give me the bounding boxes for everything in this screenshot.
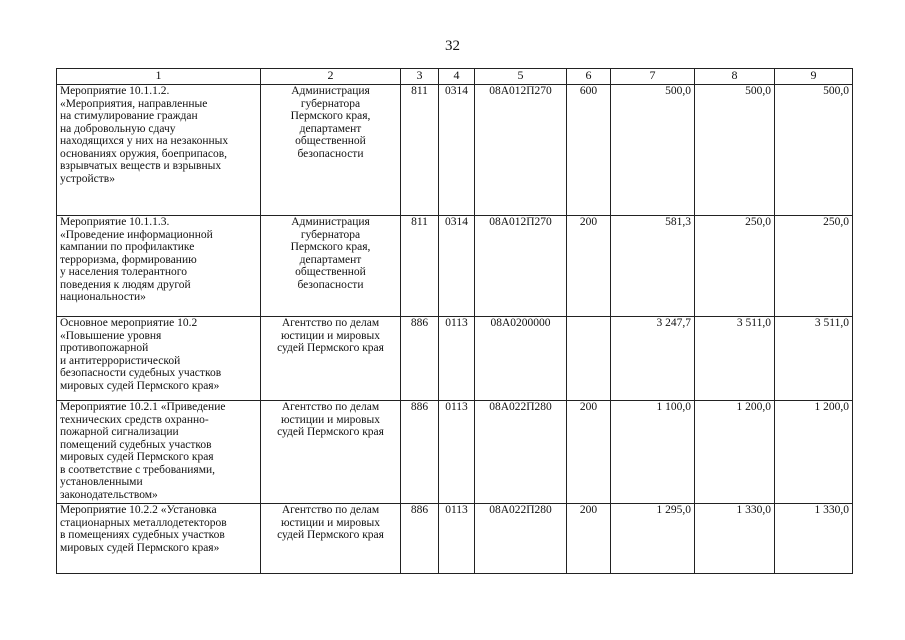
table-row: [57, 504, 853, 574]
executor-cell: Агентство по делам юстиции и мировых судей Пермского края: [261, 504, 401, 574]
code-cell: 0314: [439, 216, 475, 317]
table-row: [57, 216, 853, 317]
amount-cell: 3 247,7: [611, 317, 695, 401]
amount-cell: 500,0: [695, 85, 775, 216]
amount-cell: 250,0: [695, 216, 775, 317]
code-cell: 08А022П280: [475, 401, 567, 504]
amount-cell: 250,0: [775, 216, 853, 317]
code-cell: 886: [401, 401, 439, 504]
code-cell: 08А0200000: [475, 317, 567, 401]
executor-cell: Агентство по делам юстиции и мировых судей Пермского края: [261, 401, 401, 504]
column-header: 4: [439, 69, 475, 85]
code-cell: 811: [401, 216, 439, 317]
budget-table: [56, 68, 853, 574]
column-header: 3: [401, 69, 439, 85]
code-cell: 0113: [439, 504, 475, 574]
code-cell: 0314: [439, 85, 475, 216]
table-row: [57, 85, 853, 216]
code-cell: [567, 317, 611, 401]
table-row: [57, 317, 853, 401]
amount-cell: 1 330,0: [695, 504, 775, 574]
amount-cell: 3 511,0: [775, 317, 853, 401]
column-header: 5: [475, 69, 567, 85]
amount-cell: 1 200,0: [775, 401, 853, 504]
code-cell: 200: [567, 216, 611, 317]
code-cell: 08А022П280: [475, 504, 567, 574]
code-cell: 08А012П270: [475, 85, 567, 216]
amount-cell: 1 100,0: [611, 401, 695, 504]
table-row: [57, 401, 853, 504]
activity-name-cell: Мероприятие 10.2.1 «Приведение технических средств охранно- пожарной сигнализации помещений судебных участков мировых судей Пермского края в соответствие с требованиями, установленными законодательством»: [57, 401, 261, 504]
amount-cell: 581,3: [611, 216, 695, 317]
page-number: 32: [445, 38, 460, 54]
code-cell: 886: [401, 504, 439, 574]
activity-name-cell: Мероприятие 10.2.2 «Установка стационарных металлодетекторов в помещениях судебных участков мировых судей Пермского края»: [57, 504, 261, 574]
amount-cell: 3 511,0: [695, 317, 775, 401]
code-cell: 886: [401, 317, 439, 401]
column-header: 8: [695, 69, 775, 85]
column-header: 7: [611, 69, 695, 85]
code-cell: 0113: [439, 401, 475, 504]
code-cell: 200: [567, 401, 611, 504]
amount-cell: 1 295,0: [611, 504, 695, 574]
executor-cell: Агентство по делам юстиции и мировых судей Пермского края: [261, 317, 401, 401]
code-cell: 200: [567, 504, 611, 574]
column-header: 2: [261, 69, 401, 85]
amount-cell: 500,0: [775, 85, 853, 216]
amount-cell: 500,0: [611, 85, 695, 216]
activity-name-cell: Мероприятие 10.1.1.3. «Проведение информационной кампании по профилактике терроризма, формированию у населения толерантного поведения к людям другой национальности»: [57, 216, 261, 317]
activity-name-cell: Мероприятие 10.1.1.2. «Мероприятия, направленные на стимулирование граждан на добровольную сдачу находящихся у них на незаконных основаниях оружия, боеприпасов, взрывчатых веществ и взрывных устройств»: [57, 85, 261, 216]
amount-cell: 1 200,0: [695, 401, 775, 504]
column-header: 1: [57, 69, 261, 85]
amount-cell: 1 330,0: [775, 504, 853, 574]
code-cell: 0113: [439, 317, 475, 401]
code-cell: 600: [567, 85, 611, 216]
executor-cell: Администрация губернатора Пермского края, департамент общественной безопасности: [261, 216, 401, 317]
code-cell: 08А012П270: [475, 216, 567, 317]
activity-name-cell: Основное мероприятие 10.2 «Повышение уровня противопожарной и антитеррористической безопасности судебных участков мировых судей Пермского края»: [57, 317, 261, 401]
column-header: 6: [567, 69, 611, 85]
header-row: [57, 69, 853, 85]
executor-cell: Администрация губернатора Пермского края, департамент общественной безопасности: [261, 85, 401, 216]
code-cell: 811: [401, 85, 439, 216]
column-header: 9: [775, 69, 853, 85]
